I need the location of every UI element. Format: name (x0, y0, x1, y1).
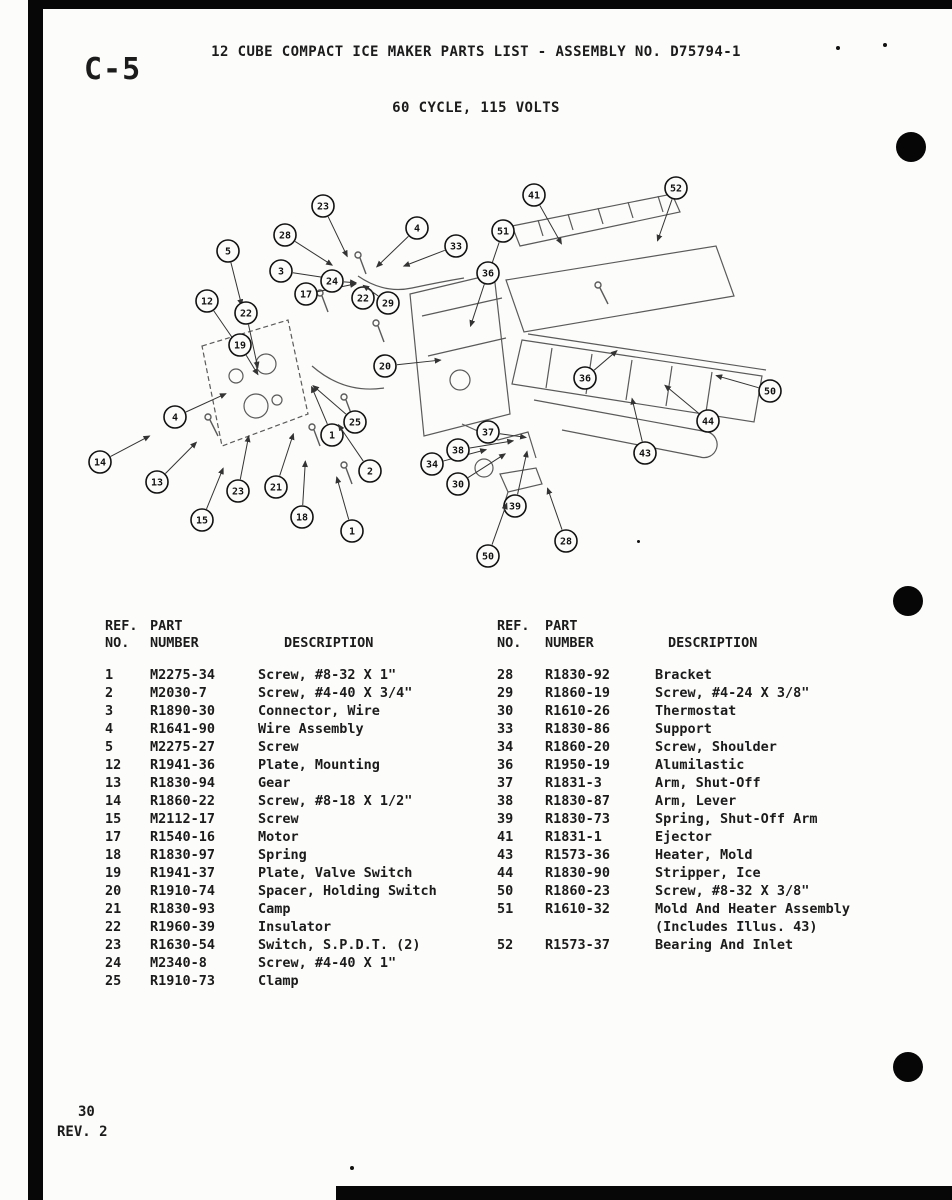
ref-cell: 39 (497, 811, 514, 827)
desc-cell: Gear (258, 775, 291, 791)
part-cell: R1941-37 (150, 865, 216, 881)
desc-cell: Switch, S.P.D.T. (2) (258, 937, 421, 953)
svg-text:37: 37 (481, 427, 495, 439)
desc-cell: Screw, #8-18 X 1/2" (258, 793, 413, 809)
ref-cell: 28 (497, 667, 514, 683)
part-cell: R1830-73 (545, 811, 611, 827)
desc-cell: Plate, Valve Switch (258, 865, 413, 881)
callout-37 (477, 421, 526, 443)
ref-cell: 38 (497, 793, 514, 809)
svg-text:43: 43 (638, 448, 652, 460)
ref-cell: 15 (105, 811, 122, 827)
ref-cell: 43 (497, 847, 514, 863)
ref-cell: 3 (105, 703, 114, 719)
svg-text:38: 38 (451, 445, 465, 457)
ref-cell: 12 (105, 757, 122, 773)
callout-layer (89, 177, 781, 567)
ref-cell: 24 (105, 955, 122, 971)
svg-text:23: 23 (316, 201, 330, 213)
table-row (105, 810, 497, 828)
part-cell: R1890-30 (150, 703, 216, 719)
part-cell: R1910-74 (150, 883, 216, 899)
ref-cell: 21 (105, 901, 122, 917)
part-cell: M2340-8 (150, 955, 207, 971)
table-row (497, 810, 907, 828)
ref-cell: 22 (105, 919, 122, 935)
part-cell: R1941-36 (150, 757, 216, 773)
part-cell: M2112-17 (150, 811, 216, 827)
ref-cell: 36 (497, 757, 514, 773)
desc-cell: Arm, Shut-Off (655, 775, 761, 791)
svg-text:33: 33 (449, 241, 463, 253)
svg-text:34: 34 (425, 459, 439, 471)
desc-cell: Arm, Lever (655, 793, 737, 809)
exploded-assembly-diagram (60, 168, 900, 598)
part-cell: R1630-54 (150, 937, 216, 953)
desc-cell: Clamp (258, 973, 299, 989)
svg-text:20: 20 (378, 361, 392, 373)
svg-text:14: 14 (93, 457, 107, 469)
ref-cell: 41 (497, 829, 514, 845)
part-cell: R1830-90 (545, 865, 611, 881)
callout-13 (146, 442, 196, 493)
part-cell: R1950-19 (545, 757, 611, 773)
scan-artifact-bottom-bar (336, 1186, 952, 1200)
desc-cell: Screw, #4-40 X 1" (258, 955, 397, 971)
table-rows-left (105, 666, 497, 990)
svg-text:4: 4 (171, 412, 179, 424)
desc-cell: Wire Assembly (258, 721, 364, 737)
desc-cell: Connector, Wire (258, 703, 380, 719)
part-header-line2: NUMBER (150, 635, 199, 651)
svg-text:18: 18 (295, 512, 309, 524)
part-cell: R1830-92 (545, 667, 611, 683)
table-row (105, 972, 497, 990)
table-row (497, 774, 907, 792)
table-row (105, 900, 497, 918)
ref-cell: 52 (497, 937, 514, 953)
table-row (497, 864, 907, 882)
ref-cell: 44 (497, 865, 514, 881)
desc-cell: Spring, Shut-Off Arm (655, 811, 818, 827)
table-header (105, 618, 497, 652)
desc-cell: Support (655, 721, 712, 737)
desc-cell: Screw, Shoulder (655, 739, 777, 755)
table-row (105, 756, 497, 774)
part-cell: R1860-20 (545, 739, 611, 755)
ref-header-line1: REF. (497, 618, 530, 634)
table-row (105, 792, 497, 810)
desc-cell: Screw, #4-24 X 3/8" (655, 685, 810, 701)
ref-cell: 25 (105, 973, 122, 989)
callout-14 (89, 436, 150, 473)
part-cell: R1830-86 (545, 721, 611, 737)
callout-28 (548, 488, 577, 552)
callout-28 (274, 224, 332, 265)
desc-cell: Screw, #4-40 X 3/4" (258, 685, 413, 701)
desc-cell: Insulator (258, 919, 332, 935)
part-cell: R1830-94 (150, 775, 216, 791)
svg-text:51: 51 (496, 226, 510, 238)
svg-text:19: 19 (233, 340, 247, 352)
table-row (105, 738, 497, 756)
ref-cell: 13 (105, 775, 122, 791)
ref-cell: 1 (105, 667, 114, 683)
part-cell: M2275-34 (150, 667, 216, 683)
part-cell: R1860-23 (545, 883, 611, 899)
svg-text:39: 39 (508, 501, 522, 513)
callout-1 (337, 477, 363, 542)
svg-text:22: 22 (239, 308, 253, 320)
part-cell: R1610-32 (545, 901, 611, 917)
table-row (497, 702, 907, 720)
callout-24 (321, 270, 356, 292)
part-cell: R1960-39 (150, 919, 216, 935)
desc-cell: Alumilastic (655, 757, 745, 773)
desc-cell: Bearing And Inlet (655, 937, 794, 953)
part-header-line2: NUMBER (545, 635, 594, 651)
callout-39 (504, 451, 527, 517)
svg-text:1: 1 (328, 430, 336, 442)
table-row (105, 936, 497, 954)
desc-cell: Mold And Heater Assembly (Includes Illus. 43) (655, 901, 851, 935)
callout-21 (265, 434, 293, 498)
table-row (105, 720, 497, 738)
ref-cell: 14 (105, 793, 122, 809)
callout-5 (217, 240, 242, 305)
table-row (497, 792, 907, 810)
callout-43 (632, 399, 656, 464)
callout-2 (338, 425, 381, 482)
ref-cell: 23 (105, 937, 122, 953)
svg-text:36: 36 (578, 373, 592, 385)
callout-20 (374, 355, 441, 377)
svg-text:36: 36 (481, 268, 495, 280)
binder-hole (896, 132, 926, 162)
table-row (497, 666, 907, 684)
table-row (105, 918, 497, 936)
callout-50 (716, 376, 781, 402)
desc-cell: Spacer, Holding Switch (258, 883, 437, 899)
ref-header-line2: NO. (497, 635, 522, 651)
svg-text:24: 24 (325, 276, 339, 288)
revision-label: REV. 2 (57, 1124, 108, 1140)
callout-19 (229, 334, 258, 375)
svg-text:4: 4 (413, 223, 421, 235)
callout-15 (191, 468, 223, 531)
part-cell: R1831-3 (545, 775, 602, 791)
svg-text:22: 22 (356, 293, 370, 305)
part-cell: R1910-73 (150, 973, 216, 989)
table-row (105, 882, 497, 900)
callout-23 (227, 436, 249, 502)
callout-50 (477, 503, 507, 567)
part-cell: R1540-16 (150, 829, 216, 845)
svg-text:28: 28 (559, 536, 573, 548)
table-row (497, 738, 907, 756)
callout-36 (470, 262, 499, 326)
table-row (497, 828, 907, 846)
description-header: DESCRIPTION (668, 635, 758, 651)
svg-text:3: 3 (277, 266, 285, 278)
section-label: C-5 (84, 52, 142, 87)
svg-text:17: 17 (299, 289, 313, 301)
desc-cell: Screw, #8-32 X 3/8" (655, 883, 810, 899)
svg-text:21: 21 (269, 482, 283, 494)
svg-text:15: 15 (195, 515, 209, 527)
svg-text:30: 30 (451, 479, 465, 491)
part-cell: R1830-97 (150, 847, 216, 863)
svg-text:23: 23 (231, 486, 245, 498)
ref-header-line1: REF. (105, 618, 138, 634)
table-row (105, 828, 497, 846)
svg-text:52: 52 (669, 183, 683, 195)
ref-cell: 5 (105, 739, 114, 755)
table-row (105, 702, 497, 720)
table-row (105, 684, 497, 702)
part-header-line1: PART (545, 618, 578, 634)
ref-cell: 50 (497, 883, 514, 899)
table-row (497, 720, 907, 738)
ref-cell: 18 (105, 847, 122, 863)
callout-4 (164, 394, 226, 428)
svg-text:29: 29 (381, 298, 395, 310)
scan-artifact-left-bar (28, 0, 43, 1200)
desc-cell: Motor (258, 829, 299, 845)
svg-text:2: 2 (366, 466, 374, 478)
part-cell: R1641-90 (150, 721, 216, 737)
table-row (105, 954, 497, 972)
ref-cell: 37 (497, 775, 514, 791)
desc-cell: Spring (258, 847, 307, 863)
binder-hole (893, 1052, 923, 1082)
callout-38 (447, 439, 513, 461)
part-cell: R1830-87 (545, 793, 611, 809)
desc-cell: Plate, Mounting (258, 757, 380, 773)
svg-text:50: 50 (763, 386, 777, 398)
ref-cell: 30 (497, 703, 514, 719)
part-cell: M2030-7 (150, 685, 207, 701)
scan-speck (350, 1166, 354, 1170)
desc-cell: Camp (258, 901, 291, 917)
ref-cell: 34 (497, 739, 514, 755)
ref-cell: 29 (497, 685, 514, 701)
svg-text:13: 13 (150, 477, 164, 489)
ref-cell: 20 (105, 883, 122, 899)
desc-cell: Thermostat (655, 703, 737, 719)
svg-text:44: 44 (701, 416, 715, 428)
desc-cell: Bracket (655, 667, 712, 683)
svg-text:28: 28 (278, 230, 292, 242)
desc-cell: Screw (258, 811, 299, 827)
ref-header-line2: NO. (105, 635, 130, 651)
part-cell: R1610-26 (545, 703, 611, 719)
part-header-line1: PART (150, 618, 183, 634)
table-row (497, 936, 907, 954)
svg-text:12: 12 (200, 296, 214, 308)
table-row (497, 684, 907, 702)
svg-text:50: 50 (481, 551, 495, 563)
parts-table-left (105, 618, 497, 990)
page-number: 30 (78, 1104, 95, 1120)
svg-text:1: 1 (348, 526, 356, 538)
table-row (497, 756, 907, 774)
table-row (497, 900, 907, 936)
table-row (105, 864, 497, 882)
part-cell: R1830-93 (150, 901, 216, 917)
ref-cell: 2 (105, 685, 114, 701)
scan-artifact-top-bar (28, 0, 952, 9)
callout-18 (291, 461, 313, 528)
ref-cell: 17 (105, 829, 122, 845)
part-cell: R1573-37 (545, 937, 611, 953)
svg-text:5: 5 (224, 246, 232, 258)
parts-table-right (497, 618, 907, 954)
table-row (105, 846, 497, 864)
page-title: 12 CUBE COMPACT ICE MAKER PARTS LIST - ASSEMBLY NO. D75794-1 (211, 44, 741, 60)
ref-cell: 4 (105, 721, 114, 737)
part-cell: R1860-22 (150, 793, 216, 809)
callout-23 (312, 195, 347, 256)
table-row (497, 846, 907, 864)
part-cell: R1860-19 (545, 685, 611, 701)
ref-cell: 33 (497, 721, 514, 737)
description-header: DESCRIPTION (284, 635, 374, 651)
ref-cell: 51 (497, 901, 514, 917)
table-row (105, 666, 497, 684)
part-cell: M2275-27 (150, 739, 216, 755)
callout-33 (404, 235, 467, 266)
desc-cell: Ejector (655, 829, 712, 845)
desc-cell: Heater, Mold (655, 847, 753, 863)
part-cell: R1573-36 (545, 847, 611, 863)
callout-36 (574, 351, 617, 389)
table-rows-right (497, 666, 907, 954)
svg-text:25: 25 (348, 417, 362, 429)
table-row (105, 774, 497, 792)
svg-text:41: 41 (527, 190, 541, 202)
table-row (497, 882, 907, 900)
table-header (497, 618, 907, 652)
ref-cell: 19 (105, 865, 122, 881)
desc-cell: Screw (258, 739, 299, 755)
page-subtitle: 60 CYCLE, 115 VOLTS (392, 100, 560, 116)
desc-cell: Screw, #8-32 X 1" (258, 667, 397, 683)
part-cell: R1831-1 (545, 829, 602, 845)
desc-cell: Stripper, Ice (655, 865, 761, 881)
